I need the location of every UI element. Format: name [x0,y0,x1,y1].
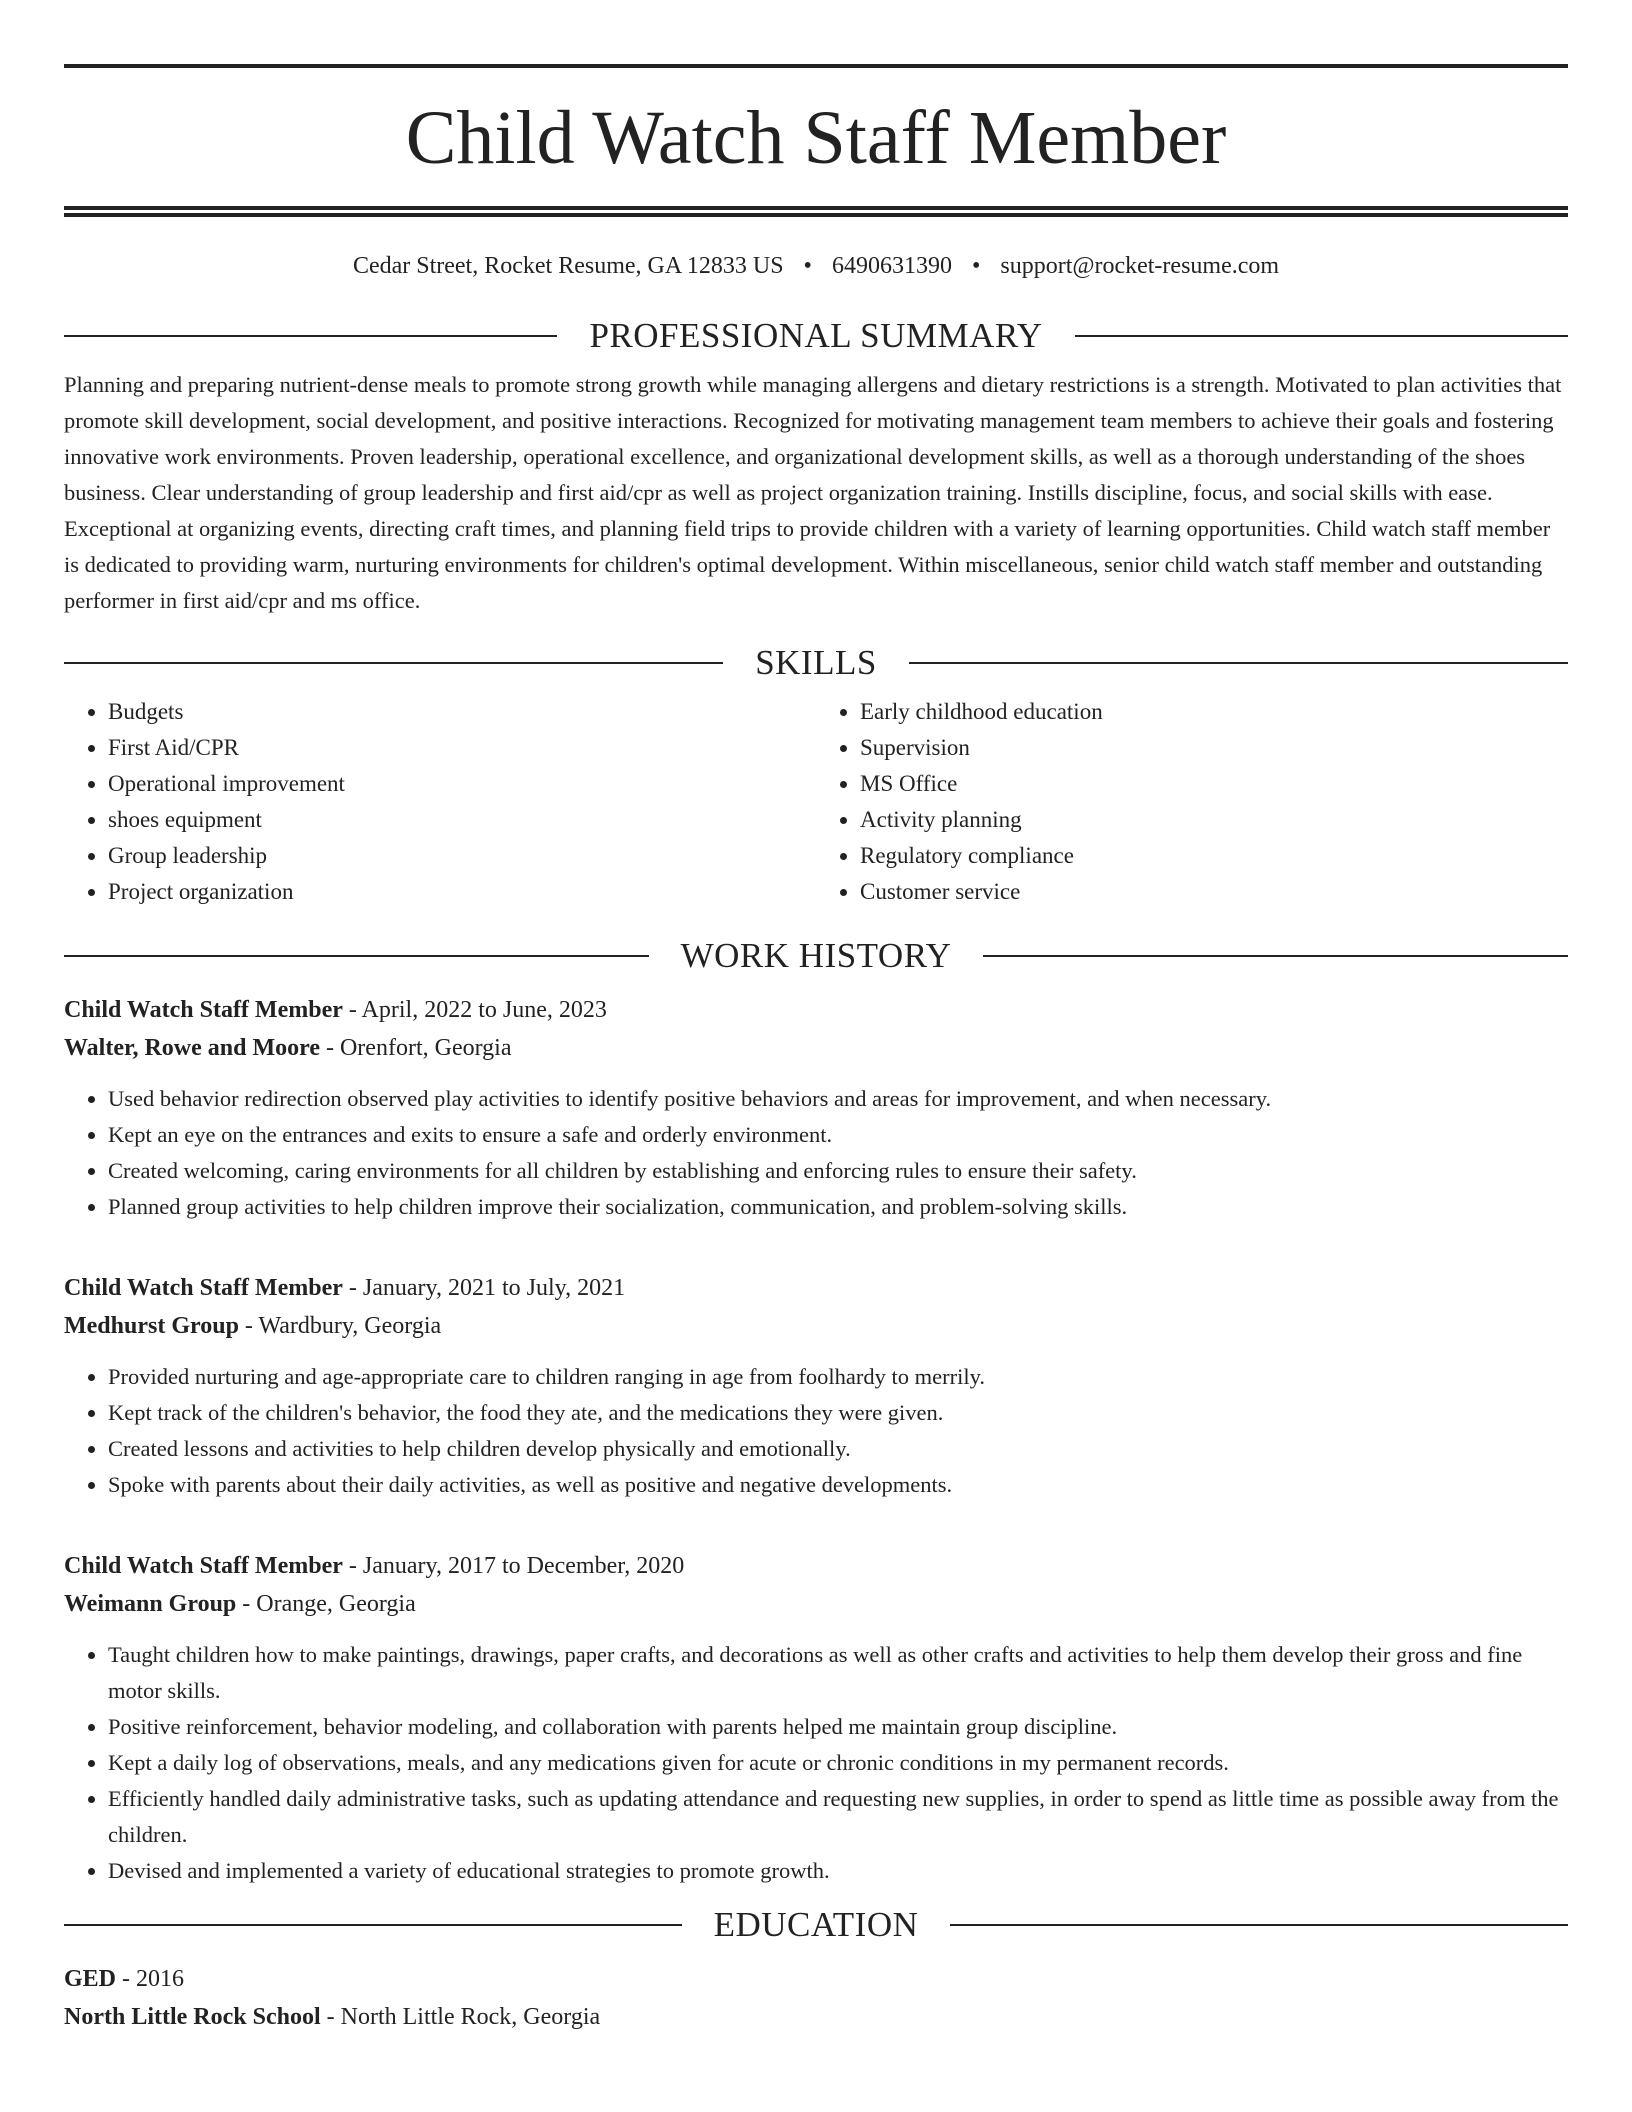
job-bullet: • Kept a daily log of observations, meals, and any medications given for acute or chronic conditions in my permanent records. [108,1745,1568,1781]
job-dates: - January, 2021 to July, 2021 [342,1275,626,1301]
job-bullet: • Created lessons and activities to help children develop physically and emotionally. [108,1431,1568,1467]
job-location: - Wardbury, Georgia [238,1313,442,1339]
skills-section-header [64,645,1568,680]
job-bullet: • Devised and implemented a variety of educational strategies to promote growth. [108,1853,1568,1889]
job-bullet: • Used behavior redirection observed play activities to identify positive behaviors and areas for improvement, and when necessary. [108,1081,1568,1117]
job-dates: - April, 2022 to June, 2023 [342,997,607,1023]
education-heading: EDUCATION [713,1905,919,1944]
job-company-line [64,1307,1568,1345]
job-title: Child Watch Staff Member [64,997,343,1023]
contact-separator: • [971,253,981,279]
summary-heading: PROFESSIONAL SUMMARY [589,316,1043,355]
top-rule [64,64,1568,68]
skill-item: • Supervision [860,730,1568,766]
section-divider [1075,335,1568,337]
skill-item: • Project organization [108,874,816,910]
work-section-header [64,938,1568,973]
job-bullets [64,1081,1568,1225]
job-bullet: • Kept an eye on the entrances and exits to ensure a safe and orderly environment. [108,1117,1568,1153]
job-dates: - January, 2017 to December, 2020 [342,1553,685,1579]
job-bullets [64,1637,1568,1889]
summary-section-header [64,318,1568,353]
section-divider [909,662,1568,664]
skills-list [64,694,1568,910]
job-bullet: • Created welcoming, caring environments for all children by establishing and enforcing rules to ensure their safety. [108,1153,1568,1189]
education-degree: GED [64,1966,117,1992]
job-location: - Orange, Georgia [236,1591,416,1617]
section-divider [64,1924,682,1926]
job-title-line [64,991,1568,1029]
job-entry [64,991,1568,1225]
double-rule [64,206,1568,217]
section-divider [64,955,649,957]
job-company: Medhurst Group [64,1313,239,1339]
resume-title: Child Watch Staff Member [405,96,1227,180]
summary-text: Planning and preparing nutrient-dense meals to promote strong growth while managing allergens and dietary restrictions is a strength. Motivated to plan activities that promote skill development, social development, and positive interactions. Recognized for motivating management team members to achieve their goals and fostering innovative work environments. Proven leadership, operational excellence, and organizational development skills, as well as a thorough understanding of the shoes business. Clear understanding of group leadership and first aid/cpr as well as project organization training. Instills discipline, focus, and social skills with ease. Exceptional at organizing events, directing craft times, and planning field trips to provide children with a variety of learning opportunities. Child watch staff member is dedicated to providing warm, nurturing environments for children's optimal development. Within miscellaneous, senior child watch staff member and outstanding performer in first aid/cpr and ms office. [64,372,1562,613]
job-bullet: • Efficiently handled daily administrative tasks, such as updating attendance and requesting new supplies, in order to spend as little time as possible away from the children. [108,1781,1568,1853]
skill-item: • shoes equipment [108,802,816,838]
contact-separator: • [803,253,812,279]
contact-address: Cedar Street, Rocket Resume, GA 12833 US [352,253,784,279]
job-company-line [64,1585,1568,1623]
contact-line [64,253,1568,280]
education-section-header [64,1907,1568,1942]
section-divider [950,1924,1568,1926]
job-entry [64,1269,1568,1503]
section-divider [64,335,557,337]
skill-item: • Early childhood education [860,694,1568,730]
job-company-line [64,1029,1568,1067]
job-title: Child Watch Staff Member [64,1553,343,1579]
job-bullet: • Taught children how to make paintings, drawings, paper crafts, and decorations as well as other crafts and activities to help them develop their gross and fine motor skills. [108,1637,1568,1709]
job-title-line [64,1269,1568,1307]
contact-phone: 6490631390 [831,253,952,279]
skill-item: • Regulatory compliance [860,838,1568,874]
education-degree-line [64,1960,1568,1998]
skill-item: • Customer service [860,874,1568,910]
job-bullet: • Spoke with parents about their daily activities, as well as positive and negative developments. [108,1467,1568,1503]
resume-page [64,64,1568,2036]
job-company: Walter, Rowe and Moore [64,1035,320,1061]
skill-item: • Activity planning [860,802,1568,838]
education-school-line [64,1998,1568,2036]
skills-column-right [816,694,1568,910]
section-divider [983,955,1568,957]
section-divider [64,662,723,664]
job-entry [64,1547,1568,1889]
job-company: Weimann Group [64,1591,237,1617]
work-heading: WORK HISTORY [680,936,952,975]
education-year: - 2016 [116,1966,185,1992]
skill-item: • Group leadership [108,838,816,874]
job-title-line [64,1547,1568,1585]
skill-item: • MS Office [860,766,1568,802]
education-location: - North Little Rock, Georgia [320,2004,601,2030]
skill-item: • Budgets [108,694,816,730]
skills-heading: SKILLS [755,643,877,682]
job-bullets [64,1359,1568,1503]
skill-item: • Operational improvement [108,766,816,802]
job-location: - Orenfort, Georgia [319,1035,512,1061]
contact-email: support@rocket-resume.com [1000,253,1280,279]
education-school: North Little Rock School [64,2004,321,2030]
job-bullet: • Planned group activities to help children improve their socialization, communication, and problem-solving skills. [108,1189,1568,1225]
skills-column-left [64,694,816,910]
job-bullet: • Positive reinforcement, behavior modeling, and collaboration with parents helped me maintain group discipline. [108,1709,1568,1745]
skill-item: • First Aid/CPR [108,730,816,766]
job-bullet: • Provided nurturing and age-appropriate care to children ranging in age from foolhardy to merrily. [108,1359,1568,1395]
job-title: Child Watch Staff Member [64,1275,343,1301]
job-bullet: • Kept track of the children's behavior, the food they ate, and the medications they were given. [108,1395,1568,1431]
